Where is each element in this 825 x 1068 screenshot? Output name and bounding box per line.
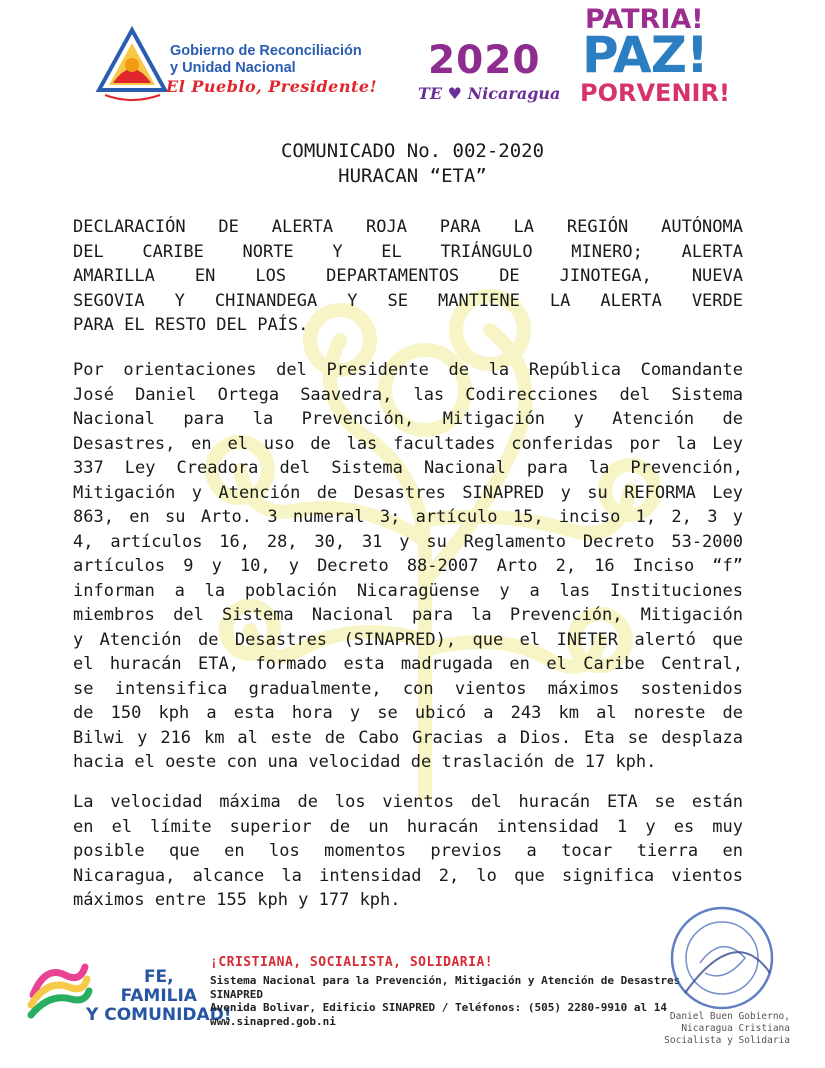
signature-note: Daniel Buen Gobierno, Nicaragua Cristiana Socialista y Solidaria [664,1011,790,1046]
footer-motto: ¡CRISTIANA, SOCIALISTA, SOLIDARIA! [210,955,494,970]
paragraph-line: Bilwi y 216 km al este de Cabo Gracias a Dios. Eta se desplaza [73,727,743,748]
alert-declaration [73,215,743,338]
paragraph-line: Nacional para la Prevención, Mitigación y Atención de [73,409,743,429]
paragraph-line: informan a la población Nicaragüense y a las Instituciones [73,580,743,601]
communique-subject: HURACAN “ETA” [338,165,487,187]
declaration-line: PARA EL RESTO DEL PAÍS. [73,315,309,335]
te-quiero-nicaragua: TE ♥ Nicaragua [418,84,561,103]
paz-logo: PAZ! [582,26,708,84]
paragraph-line: José Daniel Ortega Saavedra, las Codirecciones del Sistema [73,384,743,405]
paragraph-line: Mitigación y Atención de Desastres SINAPRED y su REFORMA Ley [73,482,743,503]
paragraph-line: en el límite superior de un huracán intensidad 1 y es muy [73,816,743,837]
paragraph-line: Nicaragua, alcance la intensidad 2, lo que significa vientos [73,865,743,886]
address: Avenida Bolivar, Edificio SINAPRED / Teléfonos: (505) 2280-9910 al 14 [210,1001,667,1014]
declaration-line: SEGOVIA Y CHINANDEGA Y SE MANTIENE LA ALERTA VERDE [73,290,743,311]
declaration-line: DEL CARIBE NORTE Y EL TRIÁNGULO MINERO; ALERTA [73,241,743,262]
sinapred-seal-stamp [665,903,780,1013]
paragraph-line: el huracán ETA, formado esta madrugada en el Caribe Central, [73,654,743,674]
paragraph-line: y Atención de Desastres (SINAPRED), que el INETER alertó que [73,629,743,650]
paragraph-line: 863, en su Arto. 3 numeral 3; artículo 15, inciso 1, 2, 3 y [73,507,743,527]
paragraph-line: máximos entre 155 kph y 177 kph. [73,890,401,910]
government-slogan: El Pueblo, Presidente! [166,77,378,96]
paragraph-line: hacia el oeste con una velocidad de traslación de 17 kph. [73,752,657,772]
year-logo: 2020 [428,38,541,83]
website-link[interactable]: www.sinapred.gob.ni [210,1014,336,1028]
porvenir-logo: PORVENIR! [580,79,730,107]
paragraph-line: 4, artículos 16, 28, 30, 31 y su Reglamento Decreto 53-2000 [73,531,743,552]
org-acronym: SINAPRED [210,987,263,1001]
paragraph-wind-speed [73,790,743,913]
communique-number: COMUNICADO No. 002-2020 [280,140,545,162]
paragraph-line: miembros del Sistema Nacional para la Prevención, Mitigación [73,605,743,625]
paragraph-line: La velocidad máxima de los vientos del huracán ETA se están [73,792,743,812]
patria-logo: PATRIA! [585,4,704,35]
paragraph-line: se intensifica gradualmente, con vientos máximos sostenidos [73,678,743,699]
footer-contact [210,974,680,1028]
org-name: Sistema Nacional para la Prevención, Mitigación y Atención de Desastres [210,974,681,987]
paragraph-line: Desastres, en el uso de las facultades conferidas por la Ley [73,433,743,454]
paragraph-line: artículos 9 y 10, y Decreto 88-2007 Arto 2, 16 Inciso “f” [73,556,743,576]
declaration-line: DECLARACIÓN DE ALERTA ROJA PARA LA REGIÓN AUTÓNOMA [73,217,743,237]
government-name: Gobierno de Reconciliación y Unidad Nacional [170,43,362,76]
declaration-line: AMARILLA EN LOS DEPARTAMENTOS DE JINOTEGA, NUEVA [73,266,743,286]
paragraph-line: posible que en los momentos previos a tocar tierra en [73,841,743,861]
paragraph-line: de 150 kph a esta hora y se ubicó a 243 km al noreste de [73,703,743,723]
paragraph-line: 337 Ley Creadora del Sistema Nacional para la Prevención, [73,458,743,478]
paragraph-line: Por orientaciones del Presidente de la República Comandante [73,360,743,380]
fe-familia-comunidad-text: FE, FAMILIA Y COMUNIDAD! [86,967,232,1025]
paragraph-orientations [73,358,743,775]
letterhead [0,0,825,115]
government-triangle-logo [95,25,170,105]
